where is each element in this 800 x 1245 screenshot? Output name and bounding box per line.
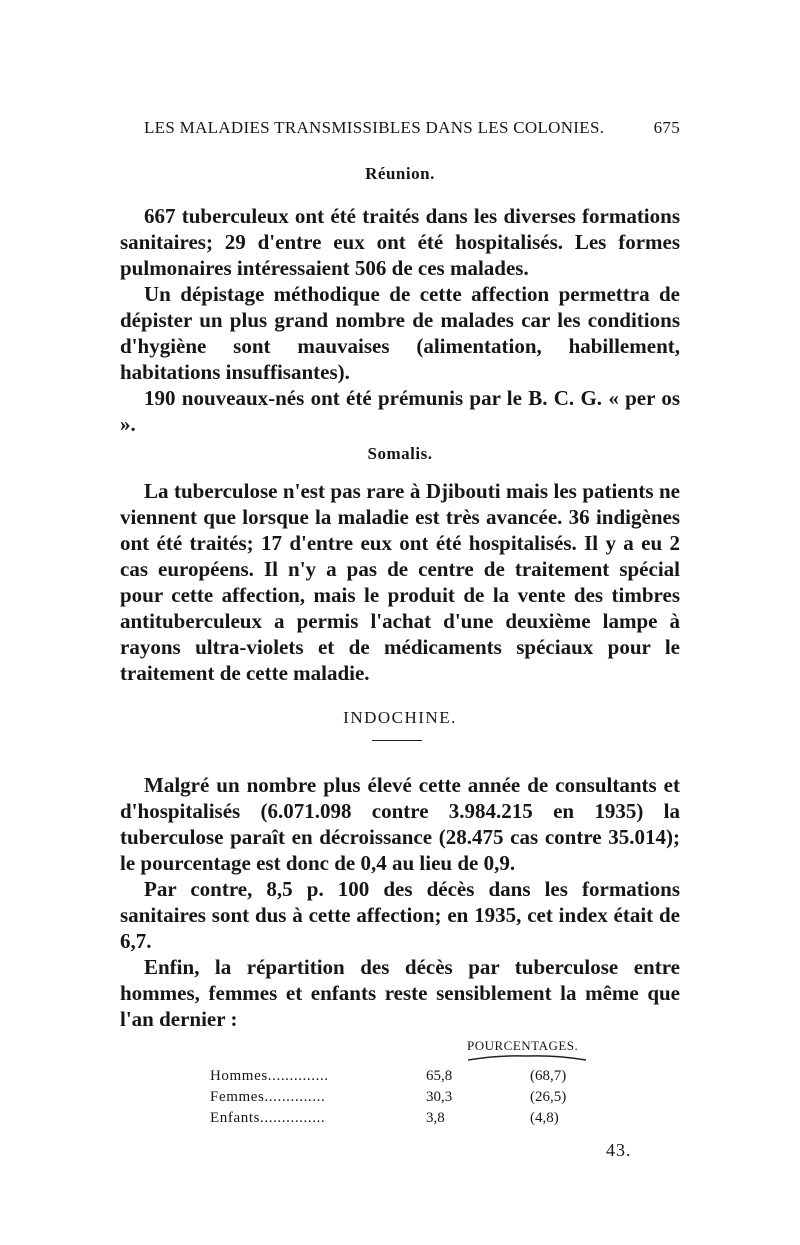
section-body-reunion <box>120 203 680 437</box>
paragraph: Enfin, la répartition des décès par tuberculose entre hommes, femmes et enfants reste sensiblement la même que l'an dernier : <box>120 955 680 1031</box>
section-body-indochine <box>120 772 680 1032</box>
row-current: 65,8 <box>426 1068 453 1084</box>
section-body-somalis <box>120 478 680 686</box>
section-heading-reunion: Réunion. <box>365 164 435 183</box>
row-previous: (68,7) <box>530 1068 567 1084</box>
table-row <box>210 1068 610 1088</box>
row-label: Enfants............... <box>210 1110 326 1126</box>
row-label: Hommes.............. <box>210 1068 329 1084</box>
row-previous: (26,5) <box>530 1089 567 1105</box>
header-brace-icon <box>468 1055 586 1061</box>
page-number: 675 <box>653 118 680 137</box>
row-previous: (4,8) <box>530 1110 559 1126</box>
paragraph: Par contre, 8,5 p. 100 des décès dans les formations sanitaires sont dus à cette affection; en 1935, cet index était de 6,7. <box>120 877 680 953</box>
section-heading-somalis: Somalis. <box>367 444 433 463</box>
paragraph: La tuberculose n'est pas rare à Djibouti mais les patients ne viennent que lorsque la maladie est très avancée. 36 indigènes ont été traités; 17 d'entre eux ont été hospitalisés. Il y a eu 2 cas européens. Il n'y a pas de centre de traitement spécial pour cette affection, mais le produit de la vente des timbres antituberculeux a permis l'achat d'une deuxième lampe à rayons ultra-violets et de médicaments spéciaux pour le traitement de cette maladie. <box>120 479 680 685</box>
row-current: 3,8 <box>426 1110 445 1126</box>
paragraph: 667 tuberculeux ont été traités dans les diverses formations sanitaires; 29 d'entre eux ont été hospitalisés. Les formes pulmonaires intéressaient 506 de ces malades. <box>120 204 680 280</box>
section-heading-indochine: INDOCHINE. <box>343 708 457 727</box>
running-head-title: LES MALADIES TRANSMISSIBLES DANS LES COLONIES. <box>144 118 605 137</box>
paragraph: 190 nouveaux-nés ont été prémunis par le B. C. G. « per os ». <box>120 386 680 436</box>
table-header: POURCENTAGES. <box>467 1038 579 1053</box>
row-label: Femmes.............. <box>210 1089 326 1105</box>
table-row <box>210 1110 610 1130</box>
row-current: 30,3 <box>426 1089 453 1105</box>
section-divider <box>372 740 422 741</box>
paragraph: Un dépistage méthodique de cette affection permettra de dépister un plus grand nombre de malades car les conditions d'hygiène sont mauvaises (alimentation, habillement, habitations insuffisantes). <box>120 282 680 384</box>
table-row <box>210 1089 610 1109</box>
folio-signature: 43. <box>606 1140 632 1160</box>
paragraph: Malgré un nombre plus élevé cette année de consultants et d'hospitalisés (6.071.098 contre 3.984.215 en 1935) la tuberculose paraît en décroissance (28.475 cas contre 35.014); le pourcentage est donc de 0,4 au lieu de 0,9. <box>120 773 680 875</box>
